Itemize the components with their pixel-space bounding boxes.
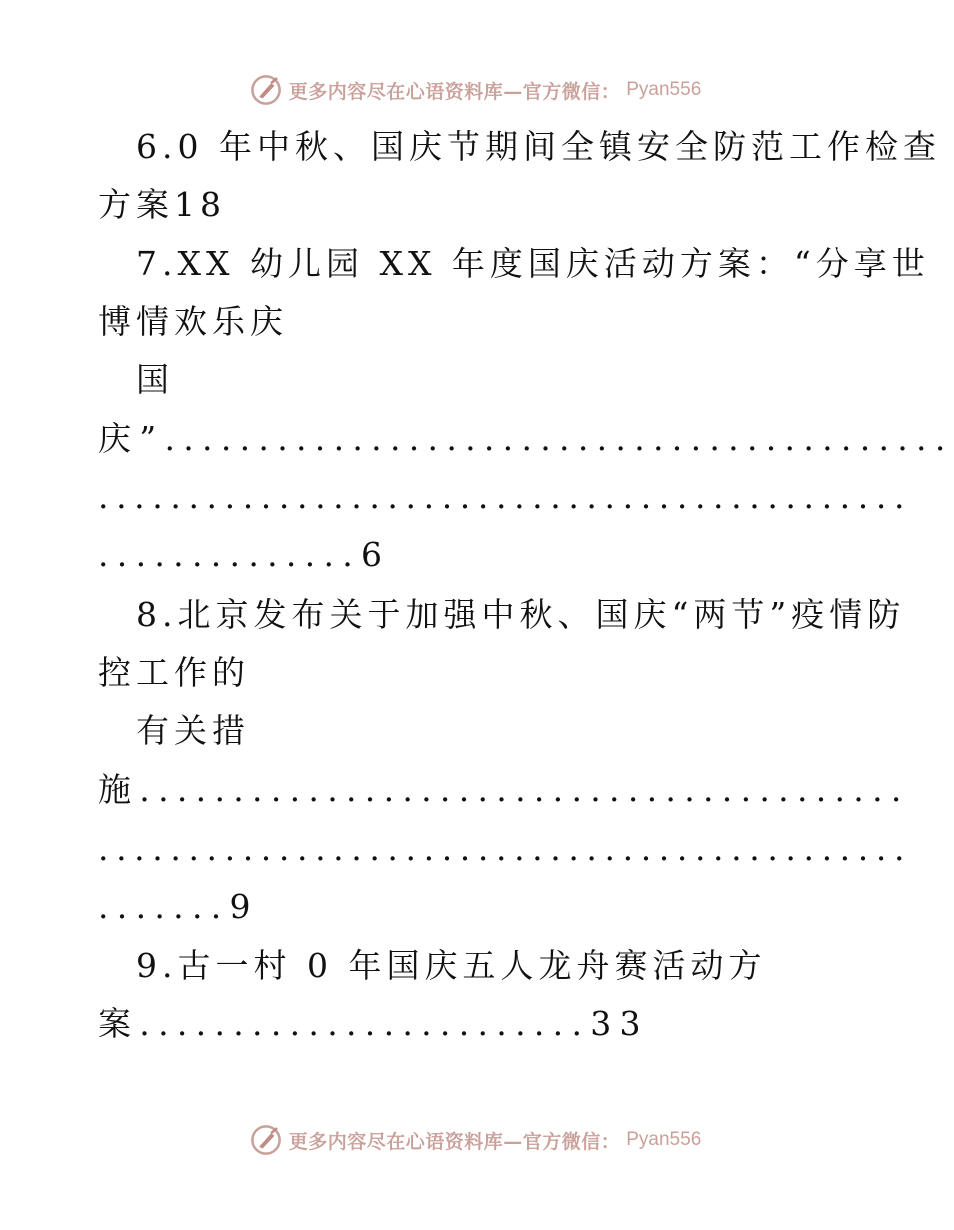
watermark-text: 更多内容尽在心语资料库—官方微信： xyxy=(288,80,621,103)
quill-logo-icon xyxy=(249,1123,283,1157)
toc-line-7a: 7.XX 幼儿园 XX 年度国庆活动方案：“分享世 xyxy=(136,244,930,283)
toc-line-9a: 9.古一村 0 年国庆五人龙舟赛活动方 xyxy=(136,946,767,985)
toc-line-7c: 国 xyxy=(136,360,174,399)
toc-line-7b: 博情欢乐庆 xyxy=(98,302,288,341)
toc-line-6a: 6.0 年中秋、国庆节期间全镇安全防范工作检查 xyxy=(136,127,941,166)
quill-logo-icon xyxy=(249,73,283,107)
toc-line-8f: .......9 xyxy=(98,887,259,926)
watermark-id: Pyan556 xyxy=(626,1129,702,1150)
watermark-footer xyxy=(0,1120,950,1160)
watermark-header xyxy=(0,70,950,110)
toc-line-8b: 控工作的 xyxy=(98,653,250,692)
toc-line-6b: 方案18 xyxy=(98,185,226,224)
toc-line-8a: 8.北京发布关于加强中秋、国庆“两节”疫情防 xyxy=(136,595,906,634)
toc-line-7d: 庆”.......................................... xyxy=(98,419,954,458)
toc-line-7e: ............................................. xyxy=(98,477,913,516)
watermark-text: 更多内容尽在心语资料库—官方微信： xyxy=(288,1130,621,1153)
watermark-id: Pyan556 xyxy=(626,79,702,100)
toc-line-7f: ..............6 xyxy=(98,535,391,574)
toc-line-8c: 有关措 xyxy=(136,711,250,750)
toc-line-9b: 案........................33 xyxy=(98,1004,649,1043)
toc-line-8e: ............................................. xyxy=(98,829,913,868)
toc-line-8d: 施......................................... xyxy=(98,770,910,809)
